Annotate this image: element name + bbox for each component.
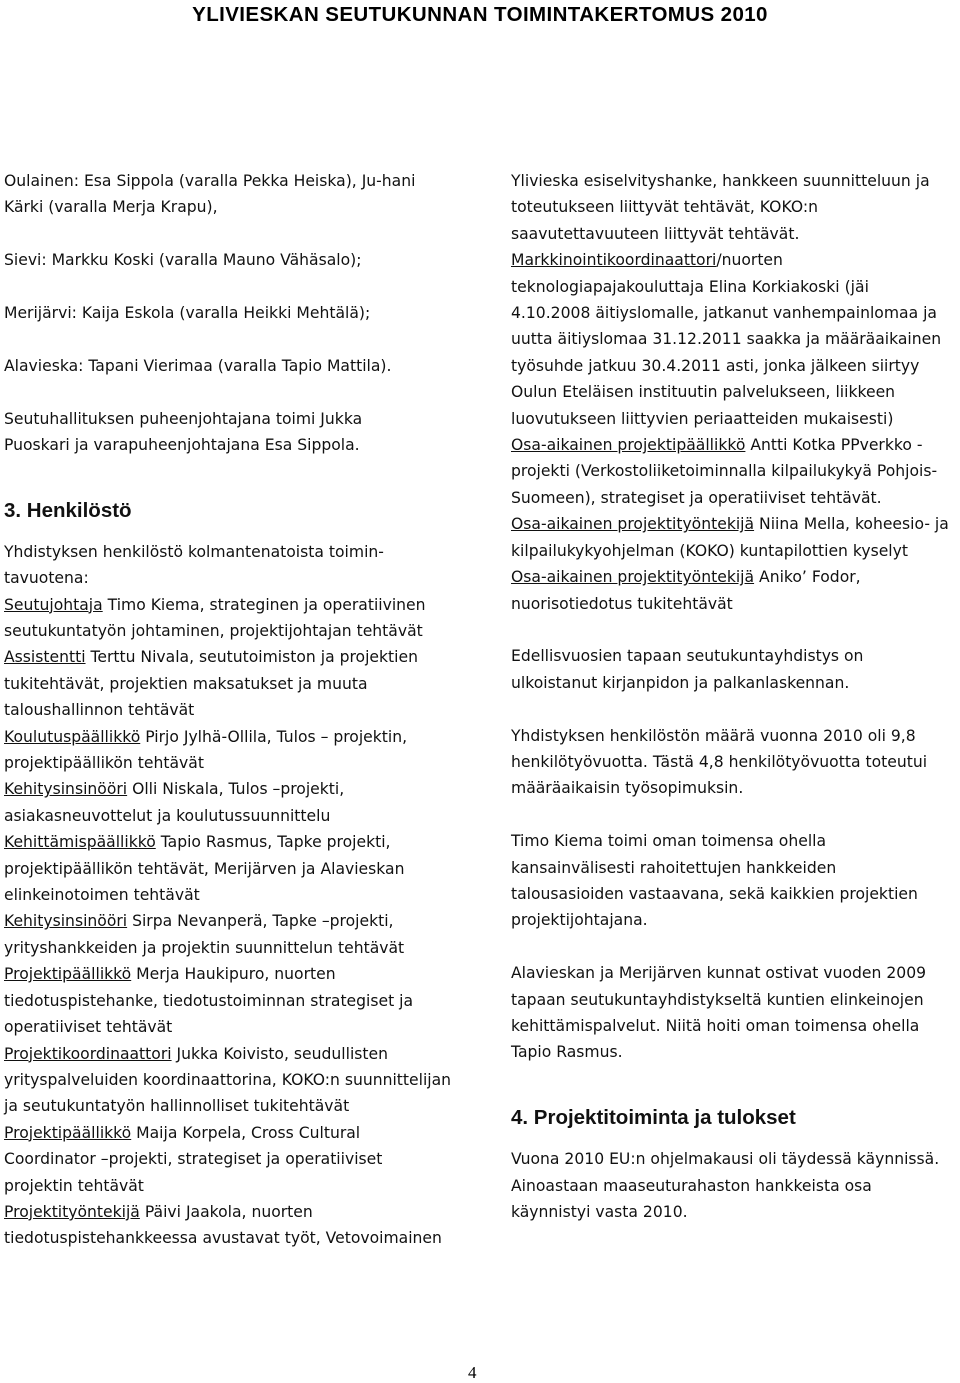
board-member-sievi: Sievi: Markku Koski (varalla Mauno Vähäsalo); [4,251,362,270]
staff-title: Osa-aikainen projektityöntekijä [511,515,755,534]
staff-description: Terttu Nivala, seututoimiston ja projektien tukitehtävät, projektien maksatukset ja muuta taloushallinnon tehtävät [4,648,418,720]
staff-description: Sirpa Nevanperä, Tapke –projekti, yrityshankkeiden ja projektin suunnittelun tehtävät [4,912,405,957]
staff-description: Olli Niskala, Tulos –projekti, asiakasneuvottelut ja koulutussuunnittelu [4,780,345,825]
board-chair-line-1: Seutuhallituksen puheenjohtajana toimi Jukka [4,409,363,428]
staff-description: Aniko’ Fodor, nuorisotiedotus tukitehtävät [511,568,861,613]
board-member-merijarvi: Merijärvi: Kaija Eskola (varalla Heikki Mehtälä); [4,304,371,322]
staff-description: Päivi Jaakola, nuorten tiedotuspistehankkeessa avustavat työt, Vetovoimainen [4,1202,442,1248]
staff-title: Projektikoordinaattori [4,1044,172,1063]
staff-title: Koulutuspäällikkö [4,727,141,746]
staff-entry [4,1041,452,1120]
staff-entry [4,776,452,829]
staff-entry [4,644,452,723]
staff-entry [4,1199,452,1252]
staff-description: /nuorten teknologiapajakouluttaja Elina Korkiakoski (jäi 4.10.2008 äitiyslomalle, jatkanut vanhempainlomaa ja uutta äitiyslomaa 31.12.2011 saakka ja määräaikainen työsuhde jatkuu 30.4.2011 asti, jonka jälkeen siirtyy Oulun Eteläisen instituutin palvelukseen, liikkeen luovutukseen liittyvien periaatteiden mukaisesti) [511,251,942,428]
staff-continuation: Ylivieska esiselvityshanke, hankkeen suunnitteluun ja toteutukseen liittyvät tehtävät, KOKO:n saavutettavuuteen liittyvät tehtävät. [511,172,930,243]
right-column [511,168,953,1225]
staff-entry [4,1120,452,1199]
staff-description: Maija Korpela, Cross Cultural Coordinator –projekti, strategiset ja operatiiviset projektin tehtävät [4,1123,383,1195]
staff-title: Kehittämispäällikkö [4,833,156,852]
staff-title: Markkinointikoordinaattori [511,251,717,270]
staff-title: Kehitysinsinööri [4,780,128,799]
staff-description: Merja Haukipuro, nuorten tiedotuspistehanke, tiedotustoiminnan strategiset ja operatiiviset tehtävät [4,965,414,1037]
paragraph-kiema: Timo Kiema toimi oman toimensa ohella kansainvälisesti rahoitettujen hankkeiden talousasioiden vastaavana, sekä kaikkien projektien projektijohtajana. [511,832,918,930]
staff-entry [4,724,452,777]
staff-entry [511,511,953,564]
staff-entry [4,592,452,645]
staff-entry [511,564,953,617]
staff-description: Antti Kotka PPverkko -projekti (Verkostoliiketoiminnalla kilpailukykyä Pohjois-Suomeen), strategiset ja operatiiviset tehtävät. [511,436,938,507]
board-member-oulainen: Oulainen: Esa Sippola (varalla Pekka Heiska), Ju-hani Kärki (varalla Merja Krapu), [4,172,416,217]
paragraph-staff-count: Yhdistyksen henkilöstön määrä vuonna 2010 oli 9,8 henkilötyövuotta. Tästä 4,8 henkilötyövuotta toteutui määräaikaisin työsopimuksin. [511,726,928,798]
paragraph-municipal-services: Alavieskan ja Merijärven kunnat ostivat vuoden 2009 tapaan seutukuntayhdistykseltä kuntien elinkeinojen kehittämispalvelut. Niitä hoiti oman toimensa ohella Tapio Rasmus. [511,964,927,1062]
staff-description: Pirjo Jylhä-Ollila, Tulos – projektin, projektipäällikön tehtävät [4,727,408,773]
section-4-heading: 4. Projektitoiminta ja tulokset [511,1106,796,1130]
staff-title: Projektipäällikkö [4,965,132,984]
staff-title: Projektipäällikkö [4,1123,132,1142]
staff-description: Timo Kiema, strateginen ja operatiivinen seutukuntatyön johtaminen, projektijohtajan tehtävät [4,595,426,641]
staff-title: Seutujohtaja [4,595,103,614]
staff-entry [511,247,953,432]
paragraph-outsourcing: Edellisvuosien tapaan seutukuntayhdistys on ulkoistanut kirjanpidon ja palkanlaskennan. [511,647,864,692]
paragraph-eu-programme: Vuona 2010 EU:n ohjelmakausi oli täydessä käynnissä. Ainoastaan maaseuturahaston hankkeista osa käynnistyi vasta 2010. [511,1150,940,1221]
staff-entry [4,908,452,961]
section-3-heading: 3. Henkilöstö [4,498,132,522]
staff-entry [511,432,953,511]
staff-intro: Yhdistyksen henkilöstö kolmantenatoista toimin-tavuotena: [4,542,384,588]
board-chair-line-2: Puoskari ja varapuheenjohtajana Esa Sippola. [4,436,360,454]
staff-description: Jukka Koivisto, seudullisten yrityspalveluiden koordinaattorina, KOKO:n suunnittelijan ja seutukuntatyön hallinnolliset tukitehtävät [4,1044,452,1116]
document-header-title: YLIVIESKAN SEUTUKUNNAN TOIMINTAKERTOMUS 2010 [192,3,768,26]
staff-entry [4,961,452,1040]
staff-title: Kehitysinsinööri [4,912,128,931]
staff-title: Assistentti [4,648,86,667]
staff-title: Osa-aikainen projektipäällikkö [511,436,746,455]
board-member-alavieska: Alavieska: Tapani Vierimaa (varalla Tapio Mattila). [4,356,392,375]
page-number: 4 [468,1363,477,1382]
staff-description: Tapio Rasmus, Tapke projekti, projektipäällikön tehtävät, Merijärven ja Alavieskan elinkeinotoimen tehtävät [4,833,405,905]
staff-title: Osa-aikainen projektityöntekijä [511,568,755,587]
staff-entry [4,829,452,908]
left-column [4,168,452,1252]
staff-description: Niina Mella, koheesio- ja kilpailukykyohjelman (KOKO) kuntapilottien kyselyt [511,515,949,560]
staff-title: Projektityöntekijä [4,1202,140,1221]
